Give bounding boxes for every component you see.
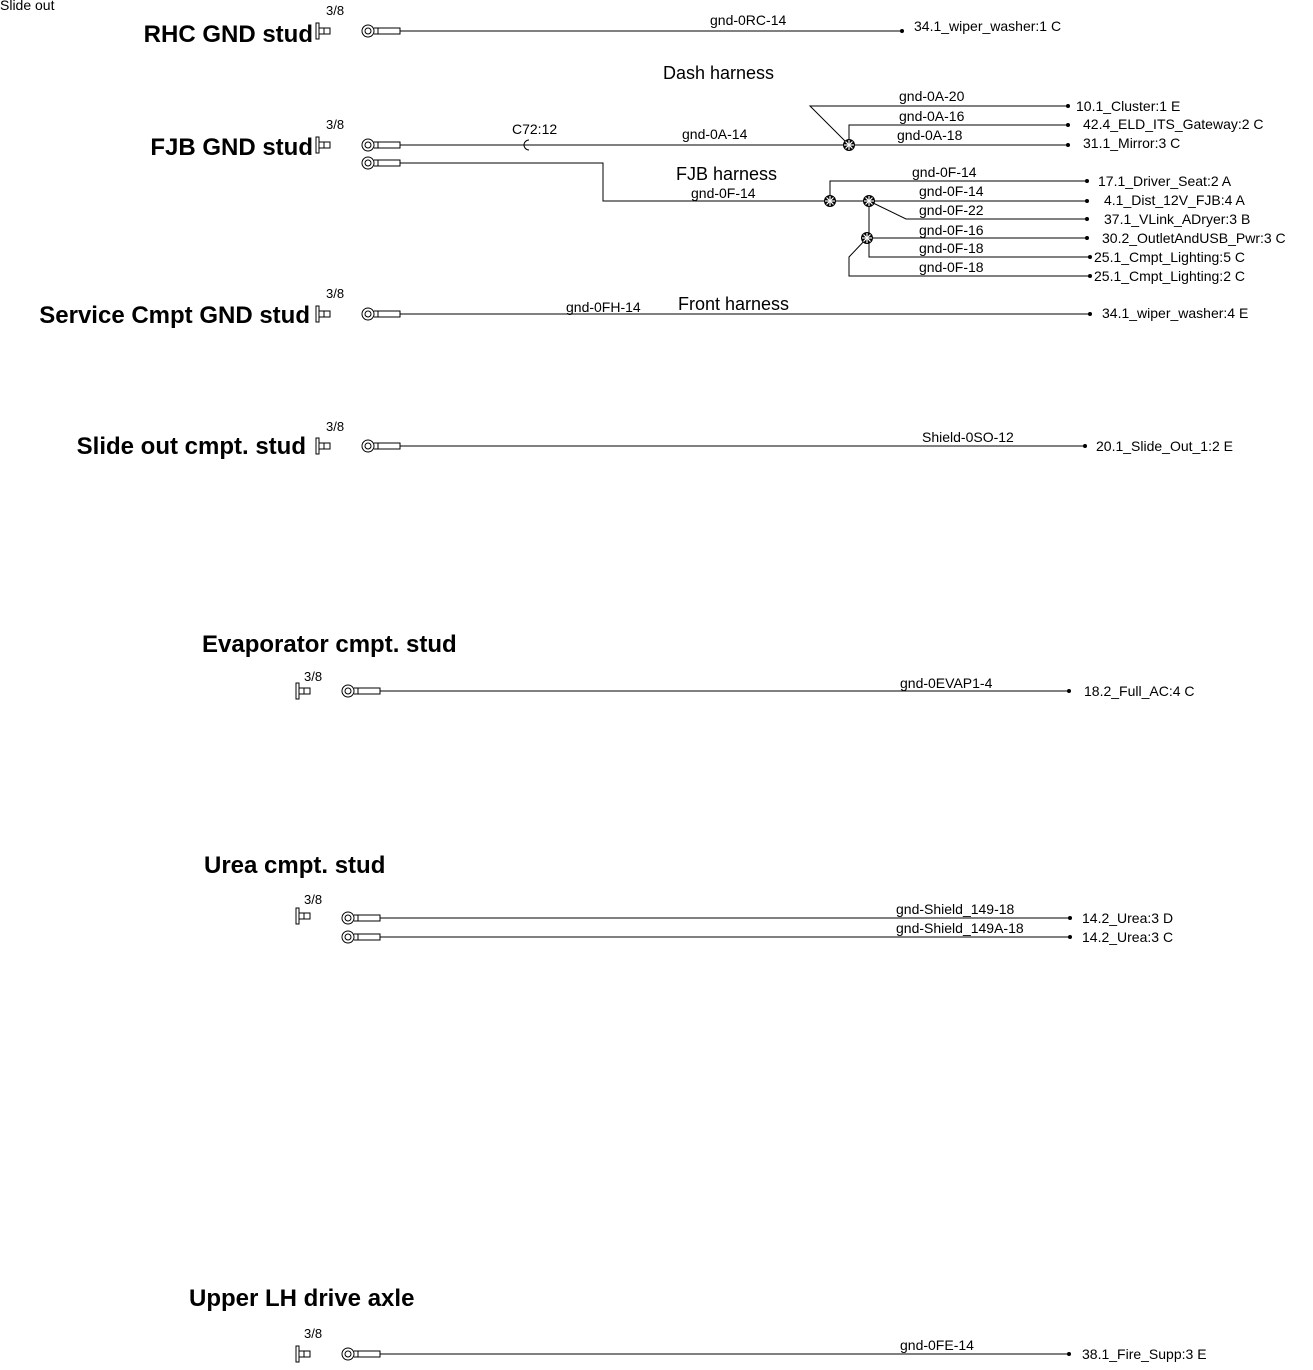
wire-destination: 14.2_Urea:3 C xyxy=(1082,929,1174,945)
wire-label: gnd-0EVAP1-4 xyxy=(900,675,993,691)
wire-destination: 37.1_VLink_ADryer:3 B xyxy=(1104,211,1251,227)
wire-label: gnd-0F-14 xyxy=(912,164,977,180)
ring-terminal-icon xyxy=(362,440,400,452)
ring-terminal-icon xyxy=(342,931,380,943)
wire-label: gnd-0F-14 xyxy=(919,183,984,199)
wire-destination: 25.1_Cmpt_Lighting:5 C xyxy=(1094,249,1245,265)
stud-title-evaporator: Evaporator cmpt. stud xyxy=(202,631,457,658)
wire-label: gnd-0F-14 xyxy=(691,185,756,201)
ground-stud-icon xyxy=(316,137,330,153)
stud-size-label: 3/8 xyxy=(326,286,345,301)
stud-size-label: 3/8 xyxy=(326,419,345,434)
splice-icon xyxy=(843,139,855,151)
stud-group-evaporator xyxy=(202,631,1195,699)
stud-group-slide-out xyxy=(77,419,1233,460)
wire-end-dot xyxy=(1067,689,1071,693)
stud-size-label: 3/8 xyxy=(326,117,345,132)
stud-size-label: 3/8 xyxy=(326,3,345,18)
wire-label: gnd-0A-18 xyxy=(897,127,963,143)
wire-destination: 31.1_Mirror:3 C xyxy=(1083,135,1181,151)
splice-icon xyxy=(863,195,875,207)
wire-destination: 4.1_Dist_12V_FJB:4 A xyxy=(1104,192,1245,208)
wire-label: gnd-0F-16 xyxy=(919,222,984,238)
ring-terminal-icon xyxy=(342,912,380,924)
ground-stud-icon xyxy=(296,683,310,699)
stud-title-upper-lh: Upper LH drive axle xyxy=(189,1285,415,1312)
wire-destination: 42.4_ELD_ITS_Gateway:2 C xyxy=(1083,116,1264,132)
wire-label: gnd-0RC-14 xyxy=(710,12,787,28)
ring-terminal-icon xyxy=(342,1348,380,1360)
wire-end-dot xyxy=(1085,199,1089,203)
harness-label-front: Front harness xyxy=(678,294,790,314)
ground-stud-icon xyxy=(316,23,330,39)
wire-end-dot xyxy=(1085,236,1089,240)
wire-destination: 20.1_Slide_Out_1:2 E xyxy=(1096,438,1233,454)
wire-end-dot xyxy=(1068,935,1072,939)
wire-label: gnd-0A-14 xyxy=(682,126,748,142)
ground-stud-icon xyxy=(296,908,310,924)
stud-size-label: 3/8 xyxy=(304,669,323,684)
ring-terminal-icon xyxy=(342,685,380,697)
ring-terminal-icon xyxy=(362,139,400,151)
wire-end-dot xyxy=(1066,143,1070,147)
wire-end-dot xyxy=(1088,312,1092,316)
stud-title-urea: Urea cmpt. stud xyxy=(204,852,386,879)
stud-group-urea xyxy=(204,852,1173,945)
wire-label: gnd-0F-22 xyxy=(919,202,984,218)
wire-end-dot xyxy=(1088,274,1092,278)
ground-stud-icon xyxy=(316,438,330,454)
wire-label: gnd-Shield_149A-18 xyxy=(896,920,1024,936)
wire-destination: 38.1_Fire_Supp:3 E xyxy=(1082,1346,1207,1362)
wire-destination: 30.2_OutletAndUSB_Pwr:3 C xyxy=(1102,230,1286,246)
wire-label: gnd-0FE-14 xyxy=(900,1337,974,1353)
splice-icon xyxy=(861,232,873,244)
corner-label: Slide out xyxy=(0,0,55,13)
stud-title-slide-out: Slide out cmpt. stud xyxy=(76,433,306,460)
wire-end-dot xyxy=(900,29,904,33)
ring-terminal-icon xyxy=(362,157,400,169)
stud-title-rhc: RHC GND stud xyxy=(143,21,313,48)
wire-label: gnd-Shield_149-18 xyxy=(896,901,1015,917)
harness-label-fjb: FJB harness xyxy=(676,164,778,184)
stud-group-fjb xyxy=(150,88,1285,284)
wire-label: gnd-0A-16 xyxy=(899,108,965,124)
stud-group-upper-lh-drive-axle xyxy=(189,1285,1207,1362)
harness-label-dash: Dash harness xyxy=(663,63,775,83)
wire-end-dot xyxy=(1068,916,1072,920)
wire-end-dot xyxy=(1085,217,1089,221)
splice-icon xyxy=(824,195,836,207)
wire-end-dot xyxy=(1088,255,1092,259)
ground-stud-icon xyxy=(296,1346,310,1362)
wire-label: Shield-0SO-12 xyxy=(922,429,1014,445)
wire-destination: 10.1_Cluster:1 E xyxy=(1076,98,1181,114)
wire-label: gnd-0F-18 xyxy=(919,240,984,256)
ring-terminal-icon xyxy=(362,25,400,37)
wire-end-dot xyxy=(1067,1352,1071,1356)
wire-label: gnd-0F-18 xyxy=(919,259,984,275)
wire-destination: 18.2_Full_AC:4 C xyxy=(1084,683,1195,699)
wire-destination: 25.1_Cmpt_Lighting:2 C xyxy=(1094,268,1245,284)
wire-end-dot xyxy=(1083,444,1087,448)
stud-title-fjb: FJB GND stud xyxy=(150,134,313,161)
stud-size-label: 3/8 xyxy=(304,892,323,907)
stud-title-service: Service Cmpt GND stud xyxy=(39,302,310,329)
stud-group-rhc xyxy=(144,3,1061,48)
ground-stud-icon xyxy=(316,306,330,322)
ring-terminal-icon xyxy=(362,308,400,320)
wire-end-dot xyxy=(1085,179,1089,183)
wire-destination: 17.1_Driver_Seat:2 A xyxy=(1098,173,1232,189)
wire-label: gnd-0A-20 xyxy=(899,88,965,104)
stud-group-service xyxy=(39,286,1248,329)
wire-destination: 34.1_wiper_washer:4 E xyxy=(1102,305,1249,321)
wire-destination: 34.1_wiper_washer:1 C xyxy=(914,18,1062,34)
wire-end-dot xyxy=(1066,104,1070,108)
connector-label: C72:12 xyxy=(512,121,558,137)
wire-end-dot xyxy=(1066,123,1070,127)
wire-destination: 14.2_Urea:3 D xyxy=(1082,910,1174,926)
stud-size-label: 3/8 xyxy=(304,1326,323,1341)
wire-label: gnd-0FH-14 xyxy=(566,299,641,315)
